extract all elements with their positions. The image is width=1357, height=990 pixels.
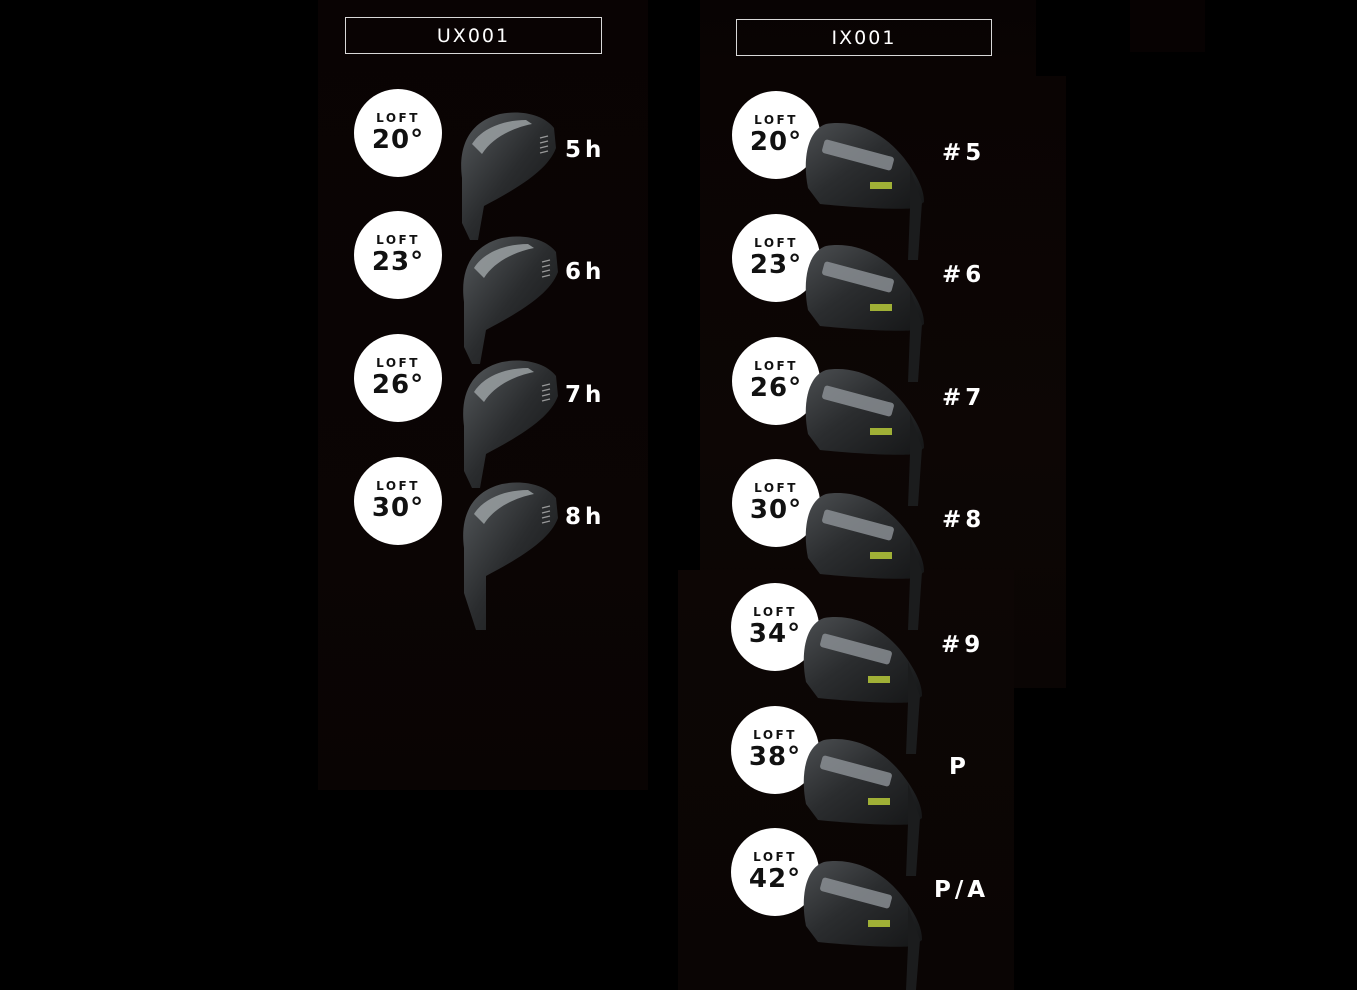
loft-value: 34° xyxy=(748,619,802,649)
loft-value: 23° xyxy=(749,250,803,280)
loft-label: LOFT xyxy=(753,605,797,619)
loft-badge xyxy=(354,334,442,422)
corner-decoration xyxy=(1130,0,1205,52)
iron-club-image xyxy=(798,856,928,990)
loft-label: LOFT xyxy=(753,850,797,864)
club-number-label: 6h xyxy=(565,259,606,285)
loft-value: 26° xyxy=(371,370,425,400)
loft-value: 20° xyxy=(371,125,425,155)
loft-value: 23° xyxy=(371,247,425,277)
hybrid-club-image xyxy=(448,108,563,240)
loft-label: LOFT xyxy=(754,113,798,127)
club-number-label: 5h xyxy=(565,137,606,163)
loft-value: 30° xyxy=(371,493,425,523)
loft-label: LOFT xyxy=(376,233,420,247)
loft-label: LOFT xyxy=(753,728,797,742)
loft-badge xyxy=(354,89,442,177)
loft-value: 26° xyxy=(749,373,803,403)
ix-series-title: IX001 xyxy=(736,19,992,56)
loft-value: 38° xyxy=(748,742,802,772)
loft-value: 42° xyxy=(748,864,802,894)
iron-club-image xyxy=(800,488,930,630)
club-number-label: #6 xyxy=(942,262,986,288)
loft-label: LOFT xyxy=(754,236,798,250)
hybrid-club-image xyxy=(450,232,565,364)
club-number-label: #7 xyxy=(942,385,986,411)
club-number-label: P/A xyxy=(934,877,990,903)
loft-badge xyxy=(354,211,442,299)
club-number-label: #5 xyxy=(942,140,986,166)
loft-value: 30° xyxy=(749,495,803,525)
club-number-label: #8 xyxy=(942,507,986,533)
loft-label: LOFT xyxy=(376,111,420,125)
hybrid-club-image xyxy=(450,356,565,488)
loft-label: LOFT xyxy=(754,359,798,373)
ux-series-title: UX001 xyxy=(345,17,602,54)
club-number-label: 8h xyxy=(565,504,606,530)
loft-badge xyxy=(354,457,442,545)
club-number-label: 7h xyxy=(565,382,606,408)
hybrid-club-image xyxy=(450,478,565,630)
loft-value: 20° xyxy=(749,127,803,157)
loft-label: LOFT xyxy=(376,356,420,370)
loft-label: LOFT xyxy=(376,479,420,493)
club-number-label: P xyxy=(949,754,970,780)
loft-label: LOFT xyxy=(754,481,798,495)
club-number-label: #9 xyxy=(941,632,985,658)
